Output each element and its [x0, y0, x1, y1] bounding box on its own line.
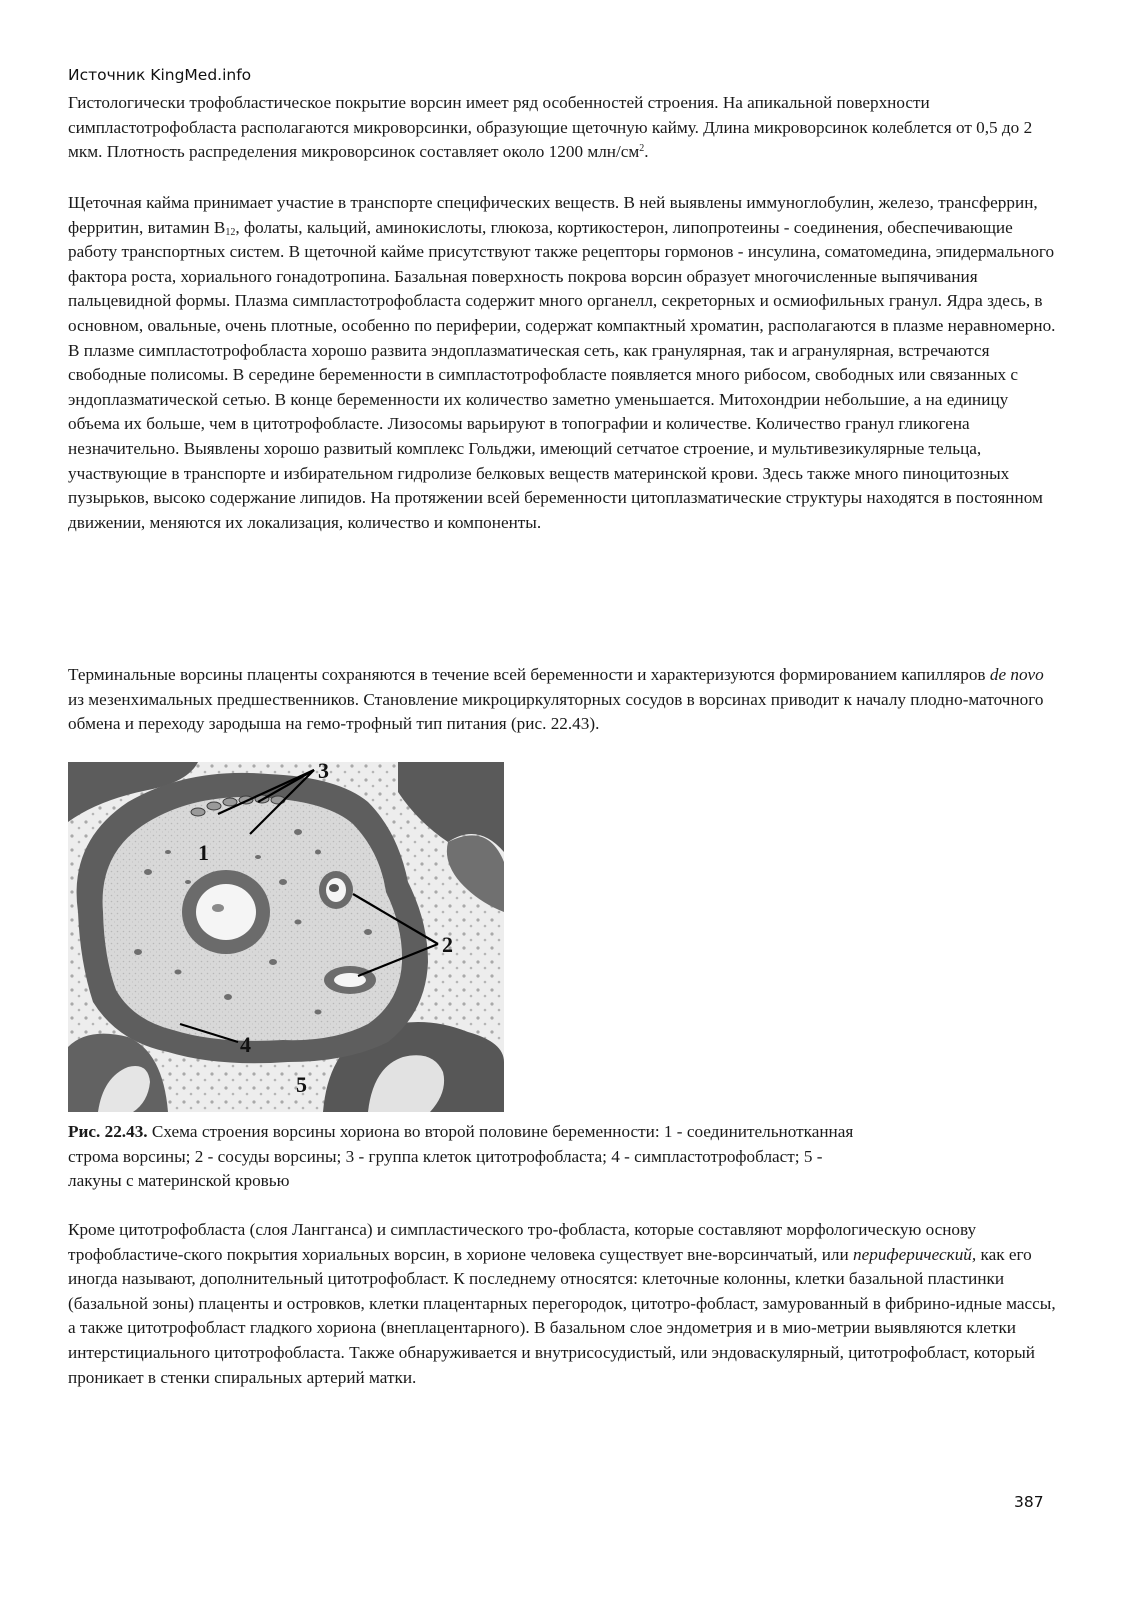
figure-label-1: 1 — [198, 840, 209, 865]
source-header: Источник KingMed.info — [68, 66, 252, 84]
paragraph-extravillous-cytotrophoblast: Кроме цитотрофобласта (слоя Лангганса) и симпластического тро-фобласта, которые составляют морфологическую основу трофобластиче-ского покрытия хориальных ворсин, в хорионе человека существует вне-ворсинчатый, или периферический, как его иногда называют, дополнительный цитотрофобласт. К последнему относятся: клеточные колонны, клетки базальной пластинки (базальной зоны) плаценты и островков, клетки плацентарных перегородок, цитотро-фобласт, замурованный в фибрино-идные массы, а также цитотрофобласт гладкого хориона (внеплацентарного). В базальном слое эндометрия и в мио-метрии выявляются клетки интерстициального цитотрофобласта. Также обнаруживается и внутрисосудистый, или эндоваскулярный, цитотрофобласт, который проникает в стенки спиральных артерий матки. — [68, 1220, 1056, 1387]
figure-label-4: 4 — [240, 1032, 251, 1057]
figure-label-5: 5 — [296, 1072, 307, 1097]
paragraph-terminal-villi: Терминальные ворсины плаценты сохраняются в течение всей беременности и характеризуются формированием капилляров de novo из мезенхимальных предшественников. Становление микроциркуляторных сосудов в ворсинах приводит к началу плодно-маточного обмена и переходу зародыша на гемо-трофный тип питания (рис. 22.43). — [68, 665, 1044, 734]
chorionic-villus-figure — [68, 762, 504, 1112]
figure-caption: Рис. 22.43. Схема строения ворсины хориона во второй половине беременности: 1 - соединительнотканная строма ворсины; 2 - сосуды ворсины; 3 - группа клеток цитотрофобласта; 4 - симпластотрофобласт; 5 - лакуны с материнской кровью — [68, 1122, 854, 1191]
page-number: 387 — [1014, 1493, 1044, 1511]
figure-label-2: 2 — [442, 932, 453, 957]
paragraph-brush-border: Щеточная кайма принимает участие в транспорте специфических веществ. В ней выявлены иммуноглобулин, железо, трансферрин, ферритин, витамин $В_{12}$, фолаты, кальций, аминокислоты, глюкоза, кортикостерон, липопротеины - соединения, обеспечивающие работу транспортных систем. В щеточной кайме присутствуют также рецепторы гормонов - инсулина, соматомедина, эпидермального фактора роста, хориального гонадотропина. Базальная поверхность покрова ворсин образует многочисленные выпячивания пальцевидной формы. Плазма симпластотрофобласта содержит много органелл, секреторных и осмиофильных гранул. Ядра здесь, в основном, овальные, очень плотные, особенно по периферии, содержат компактный хроматин, располагаются в плазме неравномерно. В плазме симпластотрофобласта хорошо развита эндоплазматическая сеть, как гранулярная, так и агранулярная, встречаются свободные полисомы. В середине беременности в симпластотрофобласте появляется много рибосом, свободных или связанных с эндоплазматической сетью. В конце беременности их количество заметно уменьшается. Митохондрии небольшие, а на единицу объема их больше, чем в цитотрофобласте. Лизосомы варьируют в топографии и количестве. Количество гранул гликогена незначительно. Выявлены хорошо развитый комплекс Гольджи, имеющий сетчатое строение, и мультивезикулярные тельца, участвующие в транспорте и избирательном гидролизе белковых веществ материнской крови. Здесь также много пиноцитозных пузырьков, высоко содержание липидов. На протяжении всей беременности цитоплазматические структуры находятся в постоянном движении, меняются их локализация, количество и компоненты. — [68, 193, 1056, 532]
figure-label-3: 3 — [318, 762, 329, 783]
paragraph-trophoblast-histology: Гистологически трофобластическое покрытие ворсин имеет ряд особенностей строения. На апикальной поверхности симпластотрофобласта располагаются микроворсинки, образующие щеточную кайму. Длина микроворсинок колеблется от 0,5 до 2 мкм. Плотность распределения микроворсинок составляет около 1200 млн/$см^2$. — [68, 93, 1033, 162]
